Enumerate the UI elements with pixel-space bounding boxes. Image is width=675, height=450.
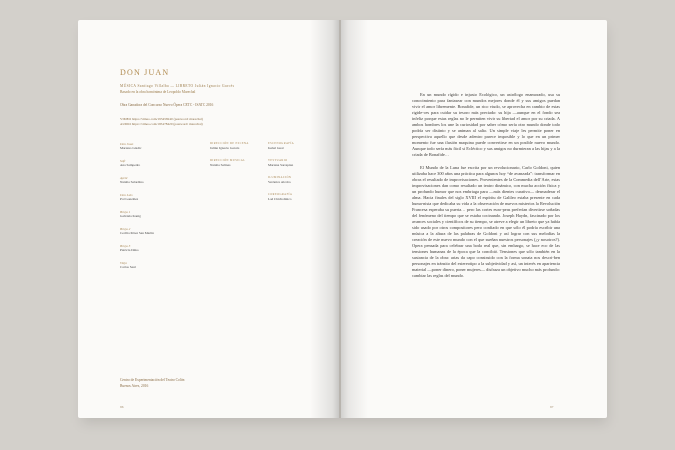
page-number-right: 97	[550, 405, 554, 409]
cast-list	[120, 142, 154, 278]
cast-item	[120, 193, 154, 210]
cast-item	[120, 227, 154, 244]
cast-item	[120, 159, 154, 176]
venue-footer	[120, 378, 184, 390]
page-title: DON JUAN	[120, 68, 170, 77]
url-line: VIMEO https://vimeo.com/195458240 (password: marechal)	[120, 117, 203, 121]
cast-name: Mariano Gladic	[120, 146, 142, 150]
credit-name: Verónica Alcoba	[268, 180, 291, 184]
right-page	[340, 20, 607, 418]
credit-name: Mariana Sarrapian	[268, 163, 294, 167]
cast-role: Bruja 1	[120, 210, 131, 214]
based-on-line: Basado en la obra homónima de Leopoldo Marechal	[120, 89, 196, 94]
page-number-left: 96	[120, 405, 124, 409]
credits-column-design	[268, 142, 294, 210]
cast-role: Viejo	[120, 261, 127, 265]
credit-role: VESTUARIO	[268, 159, 288, 162]
cast-item	[120, 142, 154, 159]
open-book	[78, 20, 607, 418]
venue-line: Buenos Aires, 2016	[120, 383, 149, 388]
cast-item	[120, 210, 154, 227]
venue-line: Centro de Experimentación del Teatro Colón	[120, 378, 185, 382]
credit-role: ESCENOGRAFÍA	[268, 142, 295, 145]
cast-item	[120, 176, 154, 193]
credit-name: Laë Chicholinico	[268, 197, 292, 201]
cast-role: Ayeté	[120, 176, 128, 180]
credit-role: DIRECCIÓN DE ESCENA	[210, 142, 249, 145]
url-block	[120, 117, 203, 128]
credits-column-direction	[210, 142, 249, 176]
paragraph: En un mundo rígido e injusto Ecológico, un astrólogo enamorado, usa su conocimiento para fantasear con mundos mejores donde él y sus amigos puedan vivir el amor libremente. Bonafide, un rico viudo, se aprovecha en cambio de estas rigide-ces para cuidar su tesoro más preciado: su hija —aunque en el fondo sea infeliz porque estas reglas no le permiten vivir su libertad el amor por su criada. A ambos hombres los une la curiosidad por saber cómo sería otro mundo donde todo podría ser distinto y se animan al salto. Un simple viaje les permite poner en perspectiva aquello que desde adentro parece imposible y lo que en un primer momento fue una ilusión maquina puede convertirse en un posible nuevo mundo. Aunque todo sería más fácil si Ecléctico y sus amigos no durmieran a las hijas y a la criada de Bonafide…	[412, 92, 560, 158]
cast-role: Bruja 2	[120, 227, 131, 231]
cast-item	[120, 244, 154, 261]
credit-name: Julián Ignacio Garcés	[210, 146, 240, 150]
book-spine	[339, 20, 341, 418]
cast-name: Ana Sampedro	[120, 163, 141, 167]
cast-role: Bruja 3	[120, 244, 131, 248]
cast-name: Pol González	[120, 197, 139, 201]
body-text	[412, 92, 560, 279]
credit-name: Isabel Gual	[268, 146, 284, 150]
credit-role: ILUMINACIÓN	[268, 176, 292, 179]
cast-item	[120, 261, 154, 278]
cast-name: Carlos Saul	[120, 265, 136, 269]
credit-role: DIRECCIÓN MUSICAL	[210, 159, 246, 162]
paragraph: El Mundo de la Luna fue escrita por un revolucionario, Carlo Goldoni, quien utilizaba hace 300 años una práctica para algunos hoy “de avanzada”: transformar en obras el resultado de improvisaciones. Provenientes de la Commedia dell’Arte, estas improvisaciones dan como resultado un teatro dinámico, con mucha acción física y un profundo humor que nos embriaga para —más dientes curativo— desmaderar el alma. Hacia finales del siglo XVIII el espíritu de Galileo estaba presente en cada huma-nista que dedicaba su vida a la observación de nuevos misterios la Revolución Francesa esperaba su puerta… pero las cortes euro-peas preferían divertirse soñadas del fenómeno del tiempo que se estaba cocinando. Joseph Haydn, fascinado por los avances sociales y científicos de su tiempo, se atreve a elegir un libreto que ya había sido usado por otros compositores pero confiado en que sólo él podría escribir una música a la altura de las palabras de Goldoni y así lograr con sus melodías la creación de este nuevo mundo con el que sueñan nuestros personajes (¿y nosotros?). Opera pensada para celebrar una boda real que, sin embargo, se hace eco de las tensiones humanas de la época que la concibió. Tensiones que sólo también en la sustancia de la obra: arias da capo construido con la forma sonata nos descri-ben personajes en tránsito del estereotipo a la subjetividad y así, un interés en apariencia material —poner dinero, poner mujeres— disfraza un objetivo mucho más profundo: cambiar las reglas del mundo.	[412, 164, 560, 279]
cast-name: Gabriela Kanig	[120, 214, 141, 218]
cast-name: Patricia Dáko	[120, 248, 139, 252]
cast-name: Natalia Salardino	[120, 180, 144, 184]
left-page	[78, 20, 340, 418]
opera-award-line: Obra Ganadora del Concurso Nuevo Ópera CETC - ISATC 2016	[120, 103, 214, 107]
cast-name: Cecilia Pérez San Martín	[120, 231, 154, 235]
cast-role: Sofi	[120, 159, 126, 163]
cast-role: Don Juan	[120, 142, 134, 146]
credit-role: COREOGRAFÍA	[268, 193, 293, 196]
url-line: AUDIO https://vimeo.com/195478420 (password: marechal)	[120, 122, 203, 127]
credits-block	[120, 84, 234, 95]
credit-name: Natalia Salinas	[210, 163, 231, 167]
cast-role: Don Luis	[120, 193, 133, 197]
music-credit: MÚSICA Santiago Villalba — LIBRETO Julián Ignacio Garcés	[120, 84, 235, 88]
